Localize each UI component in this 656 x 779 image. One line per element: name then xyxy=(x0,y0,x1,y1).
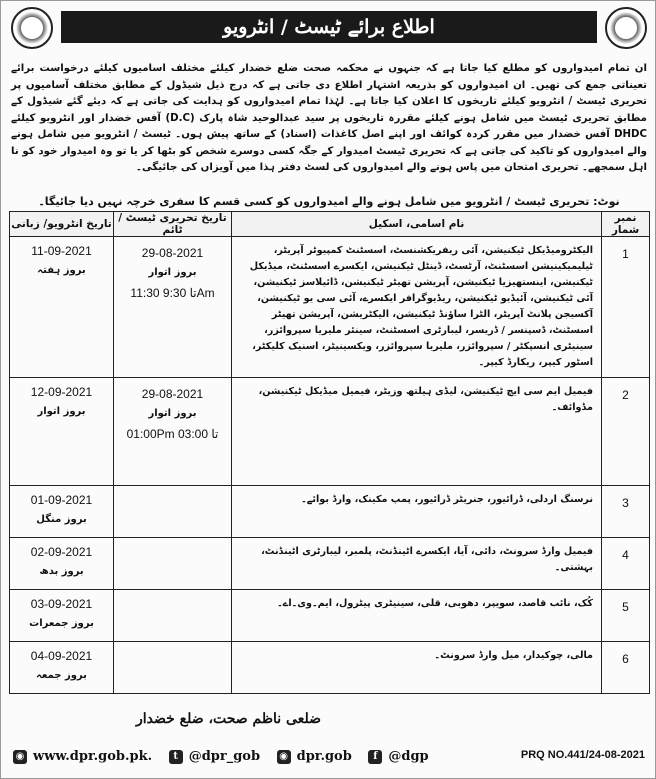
interview-day: بروز جمعہ xyxy=(36,670,87,681)
instagram-text: dpr.gob xyxy=(296,749,352,764)
facebook-text: @dgp xyxy=(388,749,429,764)
interview-day: بروز جمعرات xyxy=(29,618,94,629)
post-names: فیمیل وارڈ سرونٹ، دائی، آیا، ایکسرے اٹینڈنٹ، پلمبر، لیبارٹری اٹینڈنٹ، بہشتی۔ xyxy=(232,538,602,590)
table-row xyxy=(10,538,650,590)
test-date: 29-08-2021 xyxy=(141,387,204,401)
page-title: اطلاع برائے ٹیسٹ / انٹرویو xyxy=(61,11,597,43)
table-row xyxy=(10,590,650,642)
interview-day: بروز بدھ xyxy=(39,566,84,577)
test-schedule xyxy=(114,590,232,642)
table-row xyxy=(10,642,650,694)
row-number: 4 xyxy=(602,538,650,590)
interview-schedule xyxy=(10,237,114,378)
footer xyxy=(7,746,651,770)
test-time: 11:30 تا 9:30Am xyxy=(130,286,215,300)
row-number: 6 xyxy=(602,642,650,694)
schedule-table xyxy=(9,211,650,694)
facebook-link[interactable] xyxy=(368,749,434,764)
test-schedule xyxy=(114,538,232,590)
signature-authority: ضلعی ناظم صحت، ضلع خضدار xyxy=(135,711,321,727)
instagram-icon: ◉ xyxy=(277,750,291,764)
table-row xyxy=(10,378,650,486)
social-links xyxy=(13,749,441,767)
globe-icon: ◉ xyxy=(13,750,27,764)
column-header-interview: تاریخ انٹرویو/ زبانی xyxy=(10,212,114,237)
interview-schedule xyxy=(10,590,114,642)
test-date: 29-08-2021 xyxy=(141,246,204,260)
test-day: بروز اتوار xyxy=(148,408,197,419)
table-row xyxy=(10,486,650,538)
prq-number: PRQ NO.441/24-08-2021 xyxy=(520,749,645,761)
twitter-icon: t xyxy=(169,750,183,764)
interview-date: 03-09-2021 xyxy=(30,597,93,611)
table-row xyxy=(10,237,650,378)
post-names: مالی، چوکیدار، میل وارڈ سرونٹ۔ xyxy=(232,642,602,694)
row-number: 1 xyxy=(602,237,650,378)
twitter-link[interactable] xyxy=(169,749,266,764)
row-number: 3 xyxy=(602,486,650,538)
row-number: 5 xyxy=(602,590,650,642)
test-schedule xyxy=(114,642,232,694)
website-link[interactable] xyxy=(13,749,158,764)
column-header-test: تاریخ تحریری ٹیسٹ / ٹائم xyxy=(114,212,232,237)
instagram-link[interactable] xyxy=(277,749,358,764)
twitter-text: @dpr_gob xyxy=(188,749,261,764)
interview-day: بروز اتوار xyxy=(37,406,86,417)
health-department-emblem-icon xyxy=(605,7,647,49)
interview-date: 02-09-2021 xyxy=(30,545,93,559)
post-names: نرسنگ اردلی، ڈرائیور، جنریٹر ڈرائیور، پمپ مکینک، وارڈ بوائے۔ xyxy=(232,486,602,538)
interview-schedule xyxy=(10,642,114,694)
test-schedule xyxy=(114,237,232,378)
test-schedule xyxy=(114,378,232,486)
post-names: الیکٹرومیڈیکل ٹیکنیشن، آئی ریفریکشنسٹ، اسسٹنٹ کمپیوٹر آپریٹر، ٹیلیمیکینیشن اسسٹنٹ، آرٹسٹ، ڈینٹل ٹیکنیشن، ایکسرے اسسٹنٹ، میڈیکل ٹیکنیشن، اینستھیزیا ٹیکنیشن، آپریشن تھیٹر ٹیکنیشن، ڈائیلاسز ٹیکنیشن، آئی ٹیکنیشن، آئیڈیو ٹیکنیشن، ریڈیوگرافر ایکسرے، آئی سی یو ٹیکنیشن، آکسیجن پلانٹ آپریٹر، الٹرا ساؤنڈ ٹیکنیشن، الیکٹریشن، آپریشن تھیٹر اسسٹنٹ، ڈسپنسر / ڈریسر، لیبارٹری اسسٹنٹ، سینئر ملیریا سپروائزر، سینیٹری انسپکٹر / سپروائزر، ملیریا سپروائزر، ویکسینیٹر، اسنیک کلیکٹر، اسٹور کیپر، ریکارڈ کیپر۔ xyxy=(232,237,602,378)
header xyxy=(9,7,649,55)
interview-date: 12-09-2021 xyxy=(30,385,93,399)
interview-schedule xyxy=(10,378,114,486)
test-time: 01:00Pm تا 03:00 xyxy=(126,427,219,441)
interview-date: 04-09-2021 xyxy=(30,649,93,663)
test-day: بروز اتوار xyxy=(148,267,197,278)
test-schedule xyxy=(114,486,232,538)
website-text: www.dpr.gob.pk. xyxy=(33,749,153,764)
post-names: فیمیل ایم سی ایچ ٹیکنیشن، لیڈی ہیلتھ وزیٹر، فیمیل میڈیکل ٹیکنیشن، مڈوائف۔ xyxy=(232,378,602,486)
column-header-posts: نام اسامی، اسکیل xyxy=(232,212,602,237)
interview-day: بروز ہفتہ xyxy=(37,265,86,276)
interview-day: بروز منگل xyxy=(36,514,87,525)
interview-schedule xyxy=(10,538,114,590)
post-names: کُک، نائب قاصد، سویپر، دھوبی، قلی، سینیٹری پیٹرول، ایم۔وی۔اے۔ xyxy=(232,590,602,642)
interview-date: 11-09-2021 xyxy=(31,244,92,258)
note-text: نوٹ: تحریری ٹیسٹ / انٹرویو میں شامل ہونے والے امیدواروں کو کسی قسم کا سفری خرچہ نہیں دیا جائیگا۔ xyxy=(38,195,620,208)
table-header-row xyxy=(10,212,650,237)
row-number: 2 xyxy=(602,378,650,486)
district-emblem-icon xyxy=(11,7,53,49)
column-header-num: نمبر شمار xyxy=(602,212,650,237)
intro-paragraph: ان تمام امیدواروں کو مطلع کیا جاتا ہے کہ جنہوں نے محکمہ صحت ضلع خضدار کیلئے مختلف اسامیوں کیلئے درخواست برائے تعیناتی جمع کی تھیں۔ ان امیدواروں کو بذریعہ اشتہار اطلاع دی جاتی ہے کہ درج ذیل شیڈول کے مطابق مختلف آسامیوں پر تحریری ٹیسٹ / انٹرویو کیلئے تاریخوں کا اعلان کیا جاتا ہے۔ لہٰذا تمام امیدواروں کو ہدایت کی جاتی ہے کہ دیئے گئے شیڈول کے مطابق تحریری ٹیسٹ میں شامل ہونے کیلئے مقررہ تاریخوں پر سید عبدالوحید شاہ پارک (D.C) آفس خضدار اور انٹرویو کیلئے DHDC آفس خضدار میں مقرر کردہ کوائف اور اپنے اصل کاغذات (اسناد) کے ساتھ پیش ہوں۔ ٹیسٹ / انٹرویو میں شامل ہونے والے امیدواروں کو تاکید کی جاتی ہے کہ تحریری ٹیسٹ امیدوار کے جگہ کسی دوسرے شخص کو بٹھا کر یا تو وہ امیدوار خود کو نا اہل سمجھے۔ تحریری امتحان میں پاس ہونے والے امیدواروں کی لسٹ دفتر ہذا میں آویزاں کی جائیگی۔ xyxy=(11,63,647,173)
interview-schedule xyxy=(10,486,114,538)
interview-date: 01-09-2021 xyxy=(30,493,93,507)
facebook-icon: f xyxy=(368,750,382,764)
